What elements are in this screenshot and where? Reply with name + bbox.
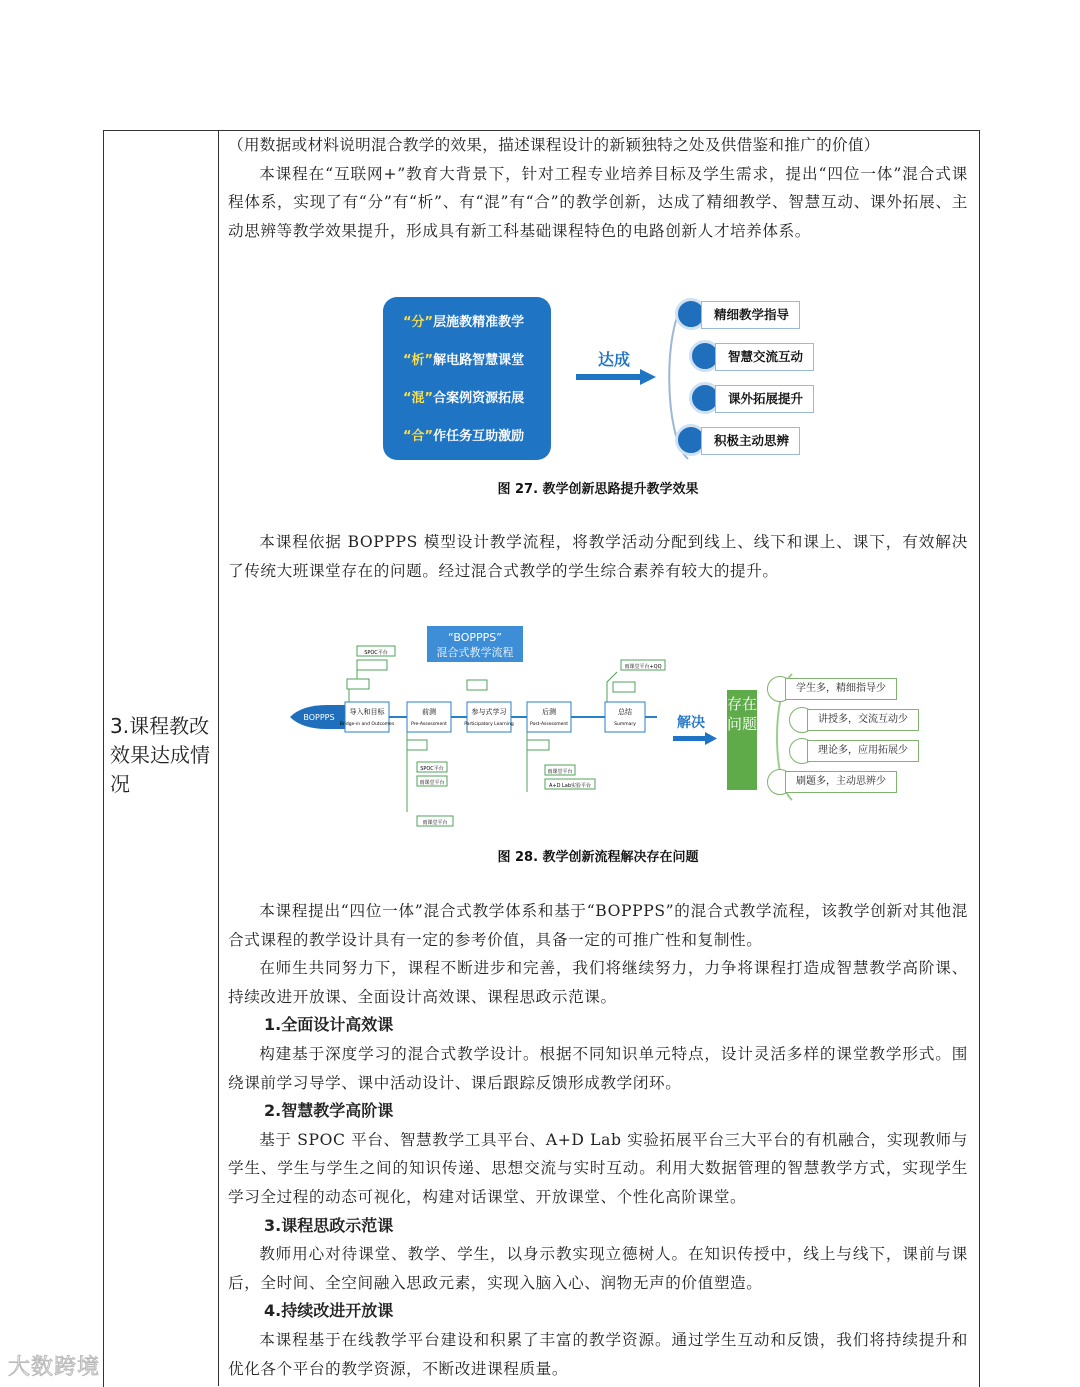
svg-text:Bridge-in and Outcomes: Bridge-in and Outcomes bbox=[339, 722, 395, 727]
paragraph: 本课程在“互联网+”教育大背景下，针对工程专业培养目标及学生需求，提出“四位一体”混合式课程体系，实现了有“分”有“析”、有“混”有“合”的教学创新，达成了精细教学、智慧互动、课外拓展、主动思辨等教学效果提升，形成具有新工科基础课程特色的电路创新人才培养体系。 bbox=[228, 164, 968, 240]
arrow-label: 达成 bbox=[598, 350, 631, 369]
platform-label: 雨课堂平台 bbox=[422, 820, 448, 826]
figure-27: “分”层施教精准教学 “析”解电路智慧课堂 “混”合案例资源拓展 “合”作任务互助激励 达成 精细教学指导 智慧交流互动 课外拓展提升 积极主动思辨 bbox=[383, 297, 823, 462]
problem-box: 存在问题 bbox=[727, 690, 757, 790]
svg-text:前测: 前测 bbox=[422, 708, 436, 716]
svg-text:Participatory Learning: Participatory Learning bbox=[464, 722, 514, 727]
section-heading: 2.智慧教学高阶课 bbox=[264, 1101, 394, 1121]
instruction-text: （用数据或材料说明混合教学的效果，描述课程设计的新颖独特之处及供借鉴和推广的价值） bbox=[228, 136, 880, 154]
stage-node bbox=[527, 702, 571, 732]
svg-text:参与式学习: 参与式学习 bbox=[471, 708, 507, 716]
paragraph: 本课程依据 BOPPPS 模型设计教学流程，将教学活动分配到线上、线下和课上、课下，有效解决了传统大班课堂存在的问题。经过混合式教学的学生综合素养有较大的提升。 bbox=[228, 533, 968, 580]
content-cell bbox=[228, 528, 968, 585]
platform-label: 雨课堂平台 bbox=[547, 769, 573, 775]
innovation-item: “分”层施教精准教学 bbox=[403, 315, 525, 330]
row-label: 3.课程教改效果达成情况 bbox=[110, 714, 210, 796]
arrow-right-icon bbox=[576, 369, 656, 385]
watermark: 大数跨境 bbox=[8, 1355, 101, 1380]
svg-text:导入和目标: 导入和目标 bbox=[349, 708, 385, 716]
platform-label: A+D Lab实验平台 bbox=[548, 783, 592, 789]
flow-title-line2: 混合式教学流程 bbox=[436, 646, 514, 659]
svg-text:Post-Assessment: Post-Assessment bbox=[530, 722, 568, 727]
innovation-item: “合”作任务互助激励 bbox=[403, 429, 525, 444]
solve-label: 解决 bbox=[677, 715, 705, 731]
content-cell bbox=[228, 131, 968, 245]
platform-label: SPOC平台 bbox=[420, 766, 444, 772]
paragraph: 构建基于深度学习的混合式教学设计。根据不同知识单元特点，设计灵活多样的课堂教学形式。围绕课前学习导学、课中活动设计、课后跟踪反馈形成教学闭环。 bbox=[228, 1044, 968, 1092]
flow-start: BOPPPS bbox=[303, 713, 335, 722]
svg-text:后测: 后测 bbox=[542, 708, 556, 716]
innovation-box bbox=[383, 297, 551, 460]
paragraph: 基于 SPOC 平台、智慧教学工具平台、A+D Lab 实验拓展平台三大平台的有机融合，实现教师与学生、学生与学生之间的知识传递、思想交流与实时互动。利用大数据管理的智慧教学方式，实现学生学习全过程的动态可视化，构建对话课堂、开放课堂、个性化高阶课堂。 bbox=[228, 1130, 968, 1206]
paragraph: 本课程基于在线教学平台建设和积累了丰富的教学资源。通过学生互动和反馈，我们将持续提升和优化各个平台的教学资源，不断改进课程质量。 bbox=[228, 1330, 968, 1378]
figure-caption: 图 27. 教学创新思路提升教学效果 bbox=[497, 482, 699, 497]
paragraph: 教师用心对待课堂、教学、学生，以身示教实现立德树人。在知识传授中，线上与线下，课前与课后，全时间、全空间融入思政元素，实现入脑入心、润物无声的价值塑造。 bbox=[228, 1245, 968, 1292]
svg-text:总结: 总结 bbox=[618, 708, 632, 716]
figure-caption: 图 28. 教学创新流程解决存在问题 bbox=[497, 850, 699, 865]
stage-node bbox=[407, 702, 451, 732]
stage-node bbox=[464, 702, 514, 732]
paragraph: 在师生共同努力下，课程不断进步和完善，我们将继续努力，力争将课程打造成智慧教学高阶课、持续改进开放课、全面设计高效课、课程思政示范课。 bbox=[228, 959, 968, 1006]
platform-label: 雨课堂平台 bbox=[419, 780, 445, 786]
svg-text:Summary: Summary bbox=[614, 722, 636, 727]
content-cell bbox=[228, 897, 968, 1383]
platform-label: SPOC平台 bbox=[364, 650, 388, 656]
platform-label: 雨课堂平台+QQ bbox=[624, 664, 662, 670]
section-heading: 1.全面设计高效课 bbox=[264, 1015, 394, 1035]
column-divider bbox=[218, 130, 219, 1386]
paragraph: 本课程提出“四位一体”混合式教学体系和基于“BOPPPS”的混合式教学流程，该教学创新对其他混合式课程的教学设计具有一定的参考价值，具备一定的可推广性和复制性。 bbox=[228, 902, 968, 949]
section-heading: 4.持续改进开放课 bbox=[264, 1301, 394, 1321]
stage-node bbox=[605, 702, 645, 732]
figure-28: “BOPPPS” 混合式教学流程 BOPPPS 导入和目标 Bridge-in and Outcomes 前测 Pre-Assessment 参与式学习 Participatory Learning 后测 Post-Assessment 总结 Summary SPOC平台 雨课堂平台+QQ SPOC平台 雨课堂平台 雨课堂平台 雨课堂平台 A+D Lab实验平台 解决 存在问题 学生多，精细指导少 讲授多，交流互动少 理论多，应用拓展少 刷题多，主动思辨少 bbox=[287, 622, 927, 832]
innovation-item: “析”解电路智慧课堂 bbox=[403, 353, 525, 368]
section-heading: 3.课程思政示范课 bbox=[264, 1215, 394, 1235]
stage-node bbox=[340, 702, 395, 732]
svg-text:Pre-Assessment: Pre-Assessment bbox=[411, 722, 447, 727]
flow-title-line1: “BOPPPS” bbox=[448, 631, 502, 644]
innovation-item: “混”合案例资源拓展 bbox=[403, 391, 525, 406]
